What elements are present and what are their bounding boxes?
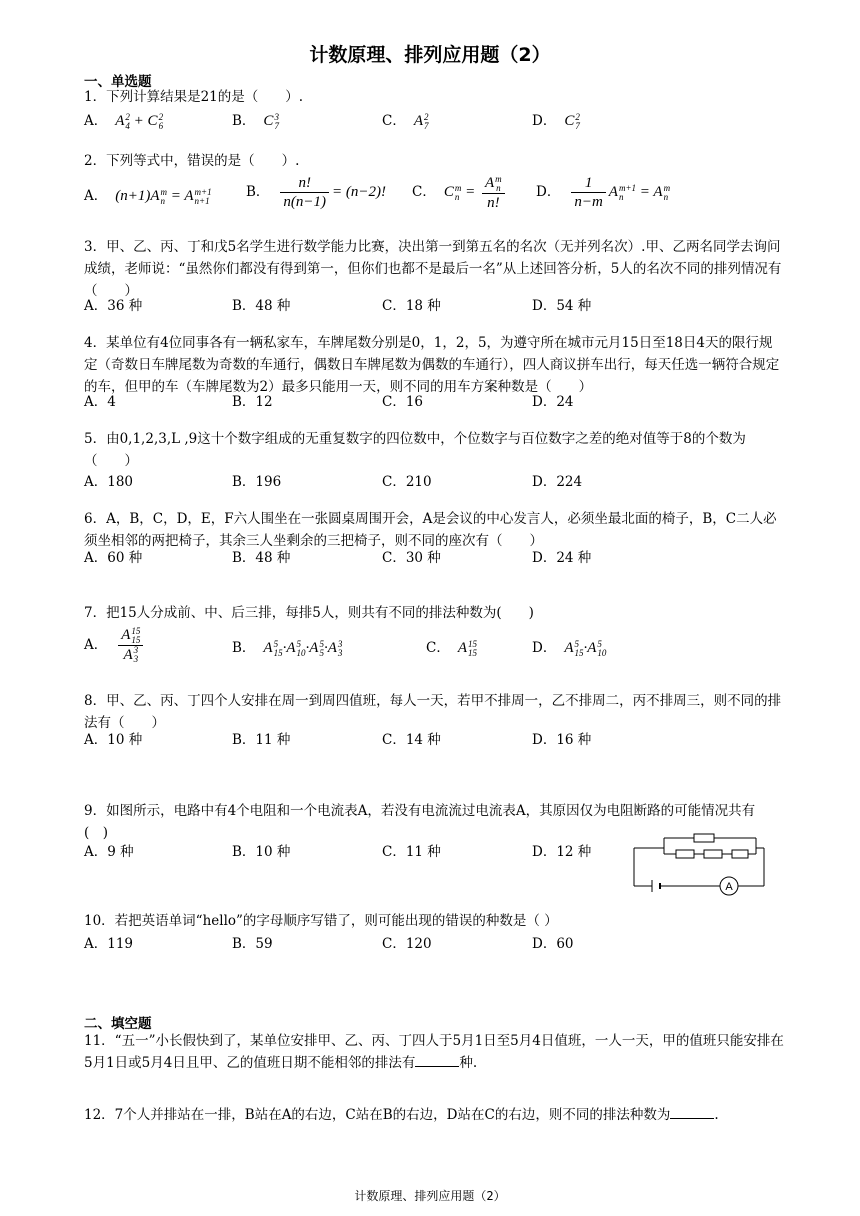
option-b[interactable]: B．196 <box>232 474 282 490</box>
option-c[interactable]: C．11 种 <box>382 844 441 860</box>
option-b[interactable]: B．11 种 <box>232 732 291 748</box>
option-c[interactable]: C．18 种 <box>382 298 441 314</box>
options-4 <box>84 390 784 414</box>
option-a[interactable]: A． (n+1)A m n = A m+1 n+1 <box>84 186 212 206</box>
option-a[interactable]: A．180 <box>84 474 134 490</box>
circuit-diagram <box>628 826 772 906</box>
option-a[interactable]: A． A 15 15 A 3 3 <box>84 626 146 664</box>
question-6: 6．A，B，C，D，E，F六人围坐在一张圆桌周围开会，A是会议的中心发言人，必须坐最北面的椅子，B，C二人必须坐相邻的两把椅子，其余三人坐剩余的三把椅子，则不同的座次有（ ） <box>84 511 777 549</box>
question-12: 12．7个人并排站在一排，B站在A的右边，C站在B的右边，D站在C的右边，则不同的排法种数为 . <box>84 1107 719 1123</box>
option-c[interactable]: C．210 <box>382 474 432 490</box>
question-1: 1．下列计算结果是21的是（ ）. <box>84 89 304 105</box>
option-c[interactable]: C．30 种 <box>382 550 441 566</box>
question-9: 9．如图所示，电路中有4个电阻和一个电流表A，若没有电流流过电流表A，其原因仅为电阻断路的可能情况共有 ( ) <box>84 803 783 841</box>
options-3 <box>84 294 784 318</box>
option-c[interactable]: C． A 2 7 <box>382 111 429 131</box>
question-5: 5．由0,1,2,3,L ,9这十个数字组成的无重复数字的四位数中，个位数字与百位数字之差的绝对值等于8的个数为（ ） <box>84 431 746 469</box>
option-b[interactable]: B．48 种 <box>232 550 291 566</box>
option-d[interactable]: D．24 种 <box>532 550 592 566</box>
option-c[interactable]: C．16 <box>382 394 424 410</box>
option-b[interactable]: B． C 3 7 <box>232 111 279 131</box>
option-c[interactable]: C． A 15 15 <box>426 638 478 658</box>
page-footer: 计数原理、排列应用题（2） <box>354 1189 506 1203</box>
page-title: 计数原理、排列应用题（2） <box>309 44 551 66</box>
options-8 <box>84 728 784 752</box>
option-b[interactable]: B． $\frac{n!}{n(n-1)}$ = (n−2)! <box>246 175 387 210</box>
option-b[interactable]: B．59 <box>232 936 273 952</box>
resistor-icon <box>676 850 694 858</box>
options-6 <box>84 546 784 570</box>
resistor-icon <box>704 850 722 858</box>
option-a[interactable]: A．36 种 <box>84 298 143 314</box>
question-10: 10．若把英语单词“hello”的字母顺序写错了，则可能出现的错误的种数是（ ） <box>84 913 558 929</box>
question-7: 7．把15人分成前、中、后三排，每排5人，则共有不同的排法种数为( ) <box>84 605 534 621</box>
section-fill-in: 二、填空题 <box>84 1016 152 1032</box>
option-c[interactable]: C．14 种 <box>382 732 441 748</box>
option-d[interactable]: D．12 种 <box>532 844 592 860</box>
option-d[interactable]: D． C 2 7 <box>532 111 580 131</box>
answer-blank[interactable] <box>415 1054 459 1067</box>
resistor-icon <box>694 834 714 842</box>
option-a[interactable]: A．60 种 <box>84 550 143 566</box>
options-5 <box>84 470 784 494</box>
option-a[interactable]: A．119 <box>84 936 134 952</box>
option-a[interactable]: A． A 2 4 + C 2 6 <box>84 111 164 131</box>
option-b[interactable]: B．10 种 <box>232 844 291 860</box>
question-8: 8．甲、乙、丙、丁四个人安排在周一到周四值班，每人一天，若甲不排周一，乙不排周二，丙不排周三，则不同的排法有（ ） <box>84 693 782 731</box>
option-d[interactable]: D．60 <box>532 936 574 952</box>
option-b[interactable]: B．12 <box>232 394 273 410</box>
question-4: 4．某单位有4位同事各有一辆私家车，车牌尾数分别是0，1，2，5，为遵守所在城市元月15日至18日4天的限行规定（奇数日车牌尾数为奇数的车通行，偶数日车牌尾数为偶数的车通行），四人商议拼车出行，每天任选一辆符合规定的车，但甲的车（车牌尾数为2）最多只能用一天，则不同的用车方案种数是（ ） <box>84 335 780 395</box>
option-b[interactable]: B．48 种 <box>232 298 291 314</box>
option-d[interactable]: D．24 <box>532 394 574 410</box>
resistor-icon <box>732 850 748 858</box>
answer-blank[interactable] <box>670 1106 714 1119</box>
option-d[interactable]: D．224 <box>532 474 583 490</box>
options-7 <box>84 625 784 670</box>
ammeter-label: A <box>725 881 733 893</box>
option-d[interactable]: D． A 5 15 ·A 5 10 <box>532 638 607 658</box>
question-11: 11．“五一”小长假快到了，某单位安排甲、乙、丙、丁四人于5月1日至5月4日值班，一人一天，甲的值班只能安排在5月1日或5月4日且甲、乙的值班日期不能相邻的排法有 种. <box>84 1033 784 1071</box>
section-single-choice: 一、单选题 <box>84 74 152 90</box>
option-d[interactable]: D．16 种 <box>532 732 592 748</box>
option-c[interactable]: C．120 <box>382 936 432 952</box>
option-d[interactable]: D．54 种 <box>532 298 592 314</box>
option-d[interactable]: D． $\frac{1}{n-m}$ A m+1 n = A m n <box>536 175 671 210</box>
question-2: 2．下列等式中，错误的是（ ）. <box>84 153 300 169</box>
options-2 <box>84 173 784 220</box>
option-a[interactable]: A．4 <box>84 394 116 410</box>
option-c[interactable]: C． C m n = A m n n! <box>412 174 508 212</box>
question-3: 3．甲、乙、丙、丁和戊5名学生进行数学能力比赛，决出第一到第五名的名次（无并列名次）.甲、乙两名同学去询问成绩，老师说：“虽然你们都没有得到第一，但你们也都不是最后一名”从上述回答分析，5人的名次不同的排列情况有（ ） <box>84 239 782 299</box>
options-10 <box>84 932 784 956</box>
options-1 <box>84 109 784 133</box>
option-a[interactable]: A．9 种 <box>84 844 134 860</box>
option-b[interactable]: B． A 5 15 ·A 5 10 ·A 5 5 ·A 3 3 <box>232 638 343 658</box>
option-a[interactable]: A．10 种 <box>84 732 143 748</box>
